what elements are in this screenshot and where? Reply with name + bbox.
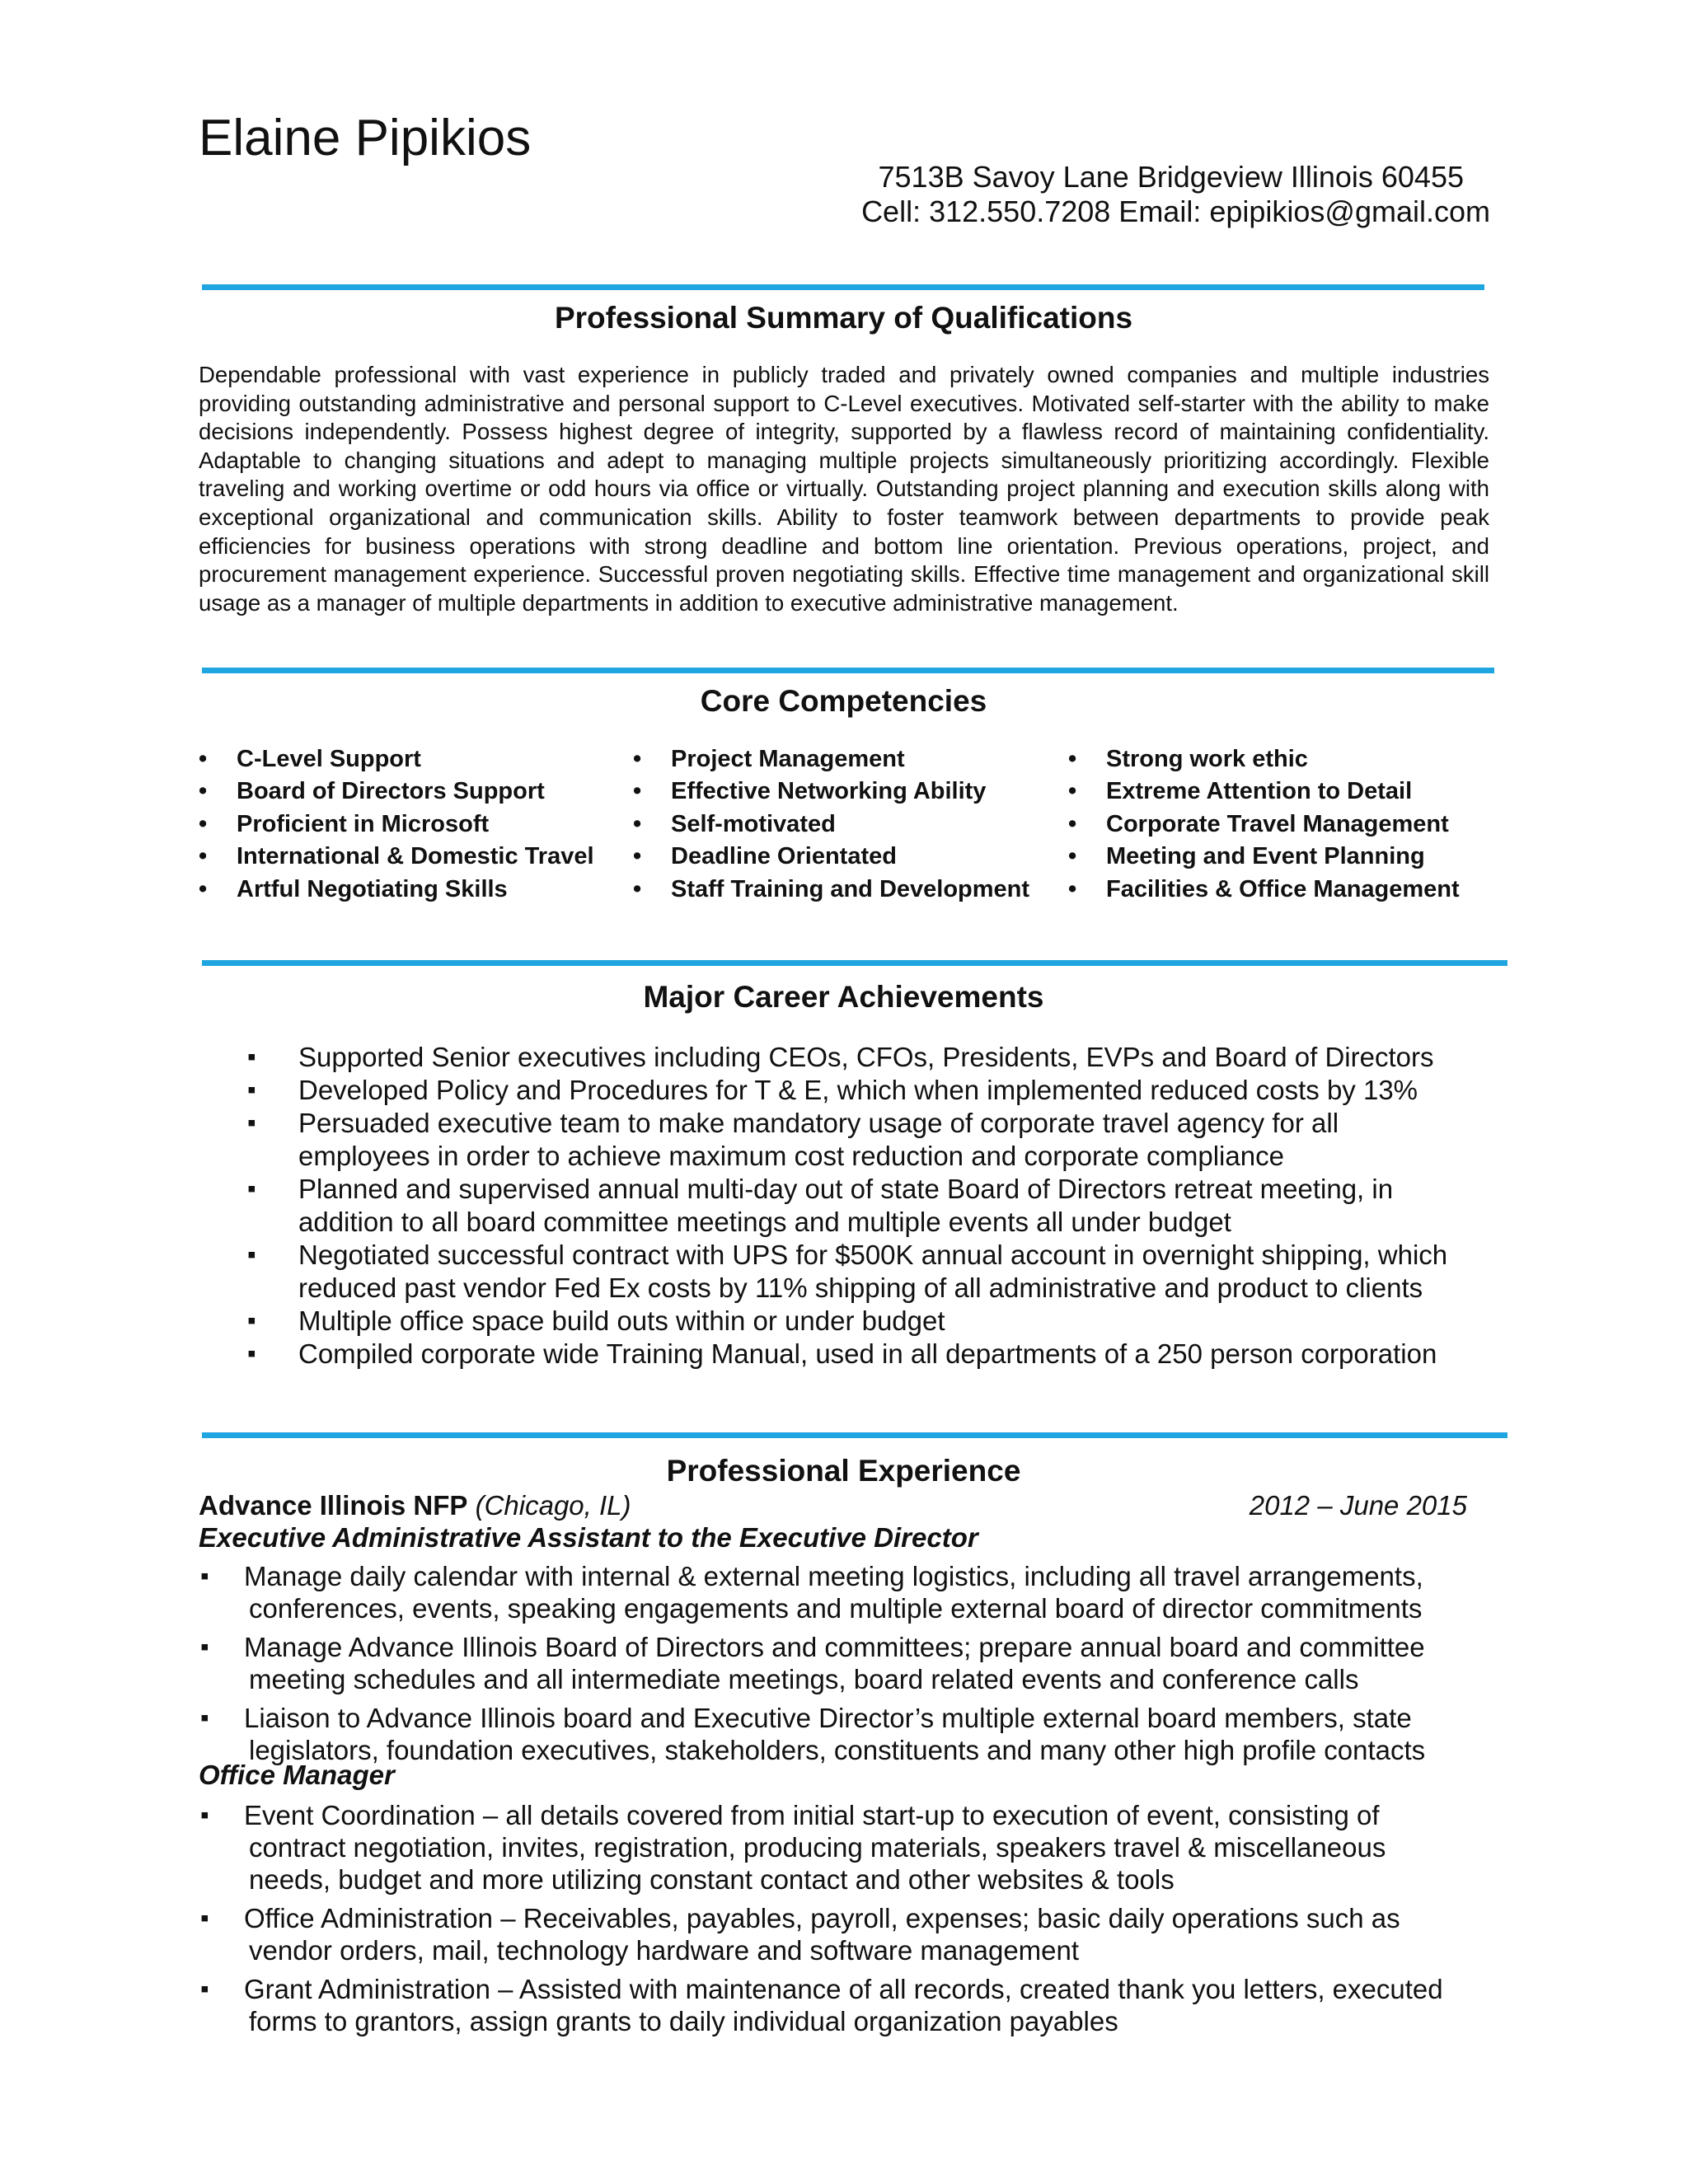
achievement-item: ▪ Developed Policy and Procedures for T & E, which when implemented reduced costs by 13% <box>247 1074 1533 1107</box>
contact-line: Cell: 312.550.7208 Email: epipikios@gmail.com <box>861 194 1490 228</box>
competency-item: • Project Management <box>633 743 1029 776</box>
competency-item: • Self-motivated <box>633 808 1029 841</box>
duty-item: ▪ Office Administration – Receivables, payables, payroll, expenses; basic daily operations such as vendor orders, mail, technology hardware and software management <box>199 1902 1443 1966</box>
competency-item: • Corporate Travel Management <box>1068 808 1460 841</box>
competency-item: • Effective Networking Ability <box>633 776 1029 808</box>
competency-item: • Staff Training and Development <box>633 874 1029 906</box>
competency-item: • C-Level Support <box>199 743 594 776</box>
summary-paragraph: Dependable professional with vast experience in publicly traded and privately owned companies and multiple industries providing outstanding administrative and personal support to C-Level executives. Motivated self-starter with the ability to make decisions independently. Possess highest degree of integrity, supported by a flawless record of maintaining confidentiality. Adaptable to changing situations and adept to managing multiple projects simultaneously prioritizing accordingly. Flexible traveling and working overtime or odd hours via office or virtually. Outstanding project planning and execution skills along with exceptional organizational and communication skills. Ability to foster teamwork between departments to provide peak efficiencies for business operations with strong deadline and bottom line orientation. Previous operations, project, and procurement management experience. Successful proven negotiating skills. Effective time management and organizational skill usage as a manager of multiple departments in addition to executive administrative management. <box>199 362 1489 616</box>
duty-item: ▪ Grant Administration – Assisted with maintenance of all records, created thank you letters, executed forms to grantors, assign grants to daily individual organization payables <box>199 1973 1443 2037</box>
competency-column-3 <box>1068 743 1460 906</box>
achievement-item: ▪ Persuaded executive team to make mandatory usage of corporate travel agency for all employees in order to achieve maximum cost reduction and corporate compliance <box>247 1107 1533 1173</box>
achievements-list <box>247 1041 1533 1371</box>
achievements-heading: Major Career Achievements <box>643 980 1044 1014</box>
competency-column-2 <box>633 743 1029 906</box>
competency-item: • Extreme Attention to Detail <box>1068 776 1460 808</box>
achievement-item: ▪ Planned and supervised annual multi-day out of state Board of Directors retreat meeting, in addition to all board committee meetings and multiple events all under budget <box>247 1173 1533 1239</box>
summary-heading: Professional Summary of Qualifications <box>554 301 1133 335</box>
competencies-heading: Core Competencies <box>700 684 987 718</box>
achievement-item: ▪ Multiple office space build outs within or under budget <box>247 1305 1533 1338</box>
competency-item: • Meeting and Event Planning <box>1068 841 1460 873</box>
role1-duties <box>199 1560 1425 1766</box>
competency-column-1 <box>199 743 594 906</box>
section-divider <box>202 284 1484 290</box>
section-divider <box>202 668 1494 673</box>
duty-item: ▪ Event Coordination – all details covered from initial start-up to execution of event, consisting of contract negotiation, invites, registration, producing materials, speakers travel & miscellaneous needs, budget and more utilizing constant contact and other websites & tools <box>199 1799 1443 1896</box>
achievement-item: ▪ Compiled corporate wide Training Manual, used in all departments of a 250 person corporation <box>247 1338 1533 1371</box>
section-divider <box>202 960 1507 966</box>
achievement-item: ▪ Negotiated successful contract with UPS for $500K annual account in overnight shipping, which reduced past vendor Fed Ex costs by 11% shipping of all administrative and product to clients <box>247 1239 1533 1305</box>
competency-item: • Facilities & Office Management <box>1068 874 1460 906</box>
competency-item: • Proficient in Microsoft <box>199 808 594 841</box>
duty-item: ▪ Liaison to Advance Illinois board and Executive Director’s multiple external board members, state legislators, foundation executives, stakeholders, constituents and many other high profile contacts <box>199 1702 1425 1766</box>
competency-item: • Artful Negotiating Skills <box>199 874 594 906</box>
role2-duties <box>199 1799 1443 2037</box>
employer-line <box>199 1489 631 1521</box>
experience-heading: Professional Experience <box>666 1454 1021 1488</box>
duty-item: ▪ Manage daily calendar with internal & external meeting logistics, including all travel arrangements, conferences, events, speaking engagements and multiple external board of director commitments <box>199 1560 1425 1624</box>
competency-item: • Strong work ethic <box>1068 743 1460 776</box>
candidate-name: Elaine Pipikios <box>199 110 532 166</box>
address-line: 7513B Savoy Lane Bridgeview Illinois 60455 <box>878 160 1464 194</box>
company-location: (Chicago, IL) <box>475 1490 631 1521</box>
duty-item: ▪ Manage Advance Illinois Board of Directors and committees; prepare annual board and committee meeting schedules and all intermediate meetings, board related events and conference calls <box>199 1631 1425 1695</box>
competency-item: • International & Domestic Travel <box>199 841 594 873</box>
competency-item: • Board of Directors Support <box>199 776 594 808</box>
role-title: Executive Administrative Assistant to the Executive Director <box>199 1522 978 1553</box>
achievement-item: ▪ Supported Senior executives including CEOs, CFOs, Presidents, EVPs and Board of Directors <box>247 1041 1533 1074</box>
company-name: Advance Illinois NFP <box>199 1490 468 1521</box>
section-divider <box>202 1432 1507 1438</box>
role-title: Office Manager <box>199 1760 395 1790</box>
competency-item: • Deadline Orientated <box>633 841 1029 873</box>
employment-dates: 2012 – June 2015 <box>1249 1490 1467 1521</box>
